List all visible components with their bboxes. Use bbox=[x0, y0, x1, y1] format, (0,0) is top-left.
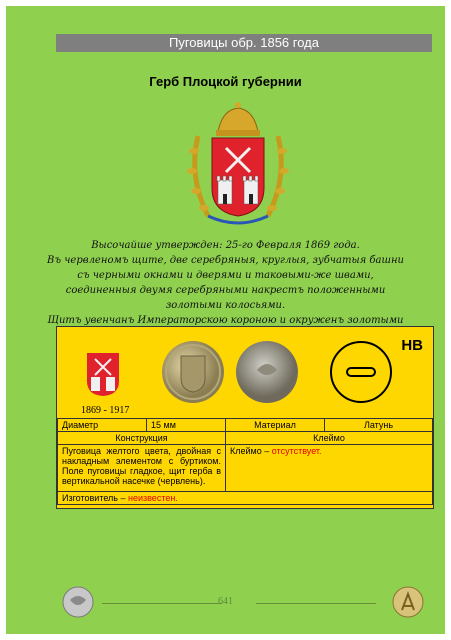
construction-text: Пуговица желтого цвета, двойная с накладным элементом с буртиком. Поле пуговицы гладкое, щит герба в вертикальной насечке (червлень). bbox=[58, 445, 226, 492]
monogram-medal-icon bbox=[392, 586, 424, 618]
diameter-value: 15 мм bbox=[147, 419, 226, 432]
maker-prefix: Изготовитель – bbox=[62, 493, 128, 503]
button-card bbox=[56, 326, 434, 509]
material-value: Латунь bbox=[325, 419, 433, 432]
construction-label: Конструкция bbox=[58, 432, 226, 445]
maker-value: неизвестен. bbox=[128, 493, 178, 503]
coat-of-arms-title: Герб Плоцкой губернии bbox=[149, 74, 302, 89]
decree-line-2: Въ червленомъ щите, две серебряныя, круглыя, зубчатыя башни съ черными окнами и дверями и таковыми-же швами, соединенныя двумя серебряными накрестъ положенными золотыми колосьями. bbox=[47, 255, 404, 311]
mark-cell bbox=[226, 445, 433, 492]
button-front-photo bbox=[161, 340, 225, 404]
mark-value: отсутствует. bbox=[271, 446, 322, 456]
years-label: 1869 - 1917 bbox=[81, 405, 130, 416]
footer-rule-right bbox=[256, 603, 376, 604]
mark-prefix: Клеймо – bbox=[230, 446, 272, 456]
diameter-label: Диаметр bbox=[58, 419, 147, 432]
mark-label: Клеймо bbox=[226, 432, 433, 445]
coat-of-arms-image bbox=[184, 96, 292, 236]
button-outline-diagram bbox=[329, 340, 393, 404]
button-code: HB bbox=[401, 337, 423, 354]
decree-line-1: Высочайше утвержден: 25-го Февраля 1869 года. bbox=[91, 240, 360, 251]
page bbox=[6, 6, 445, 634]
decree-line-3: Щитъ увенчанъ Императорскою короною и окруженъ золотыми bbox=[47, 315, 404, 326]
page-number: 641 bbox=[218, 596, 233, 607]
maker-cell bbox=[58, 492, 433, 505]
page-title-bar: Пуговицы обр. 1856 года bbox=[56, 34, 432, 52]
material-label: Материал bbox=[226, 419, 325, 432]
button-spec-table bbox=[57, 418, 433, 505]
button-back-photo bbox=[235, 340, 299, 404]
mini-coat-of-arms bbox=[85, 351, 121, 397]
